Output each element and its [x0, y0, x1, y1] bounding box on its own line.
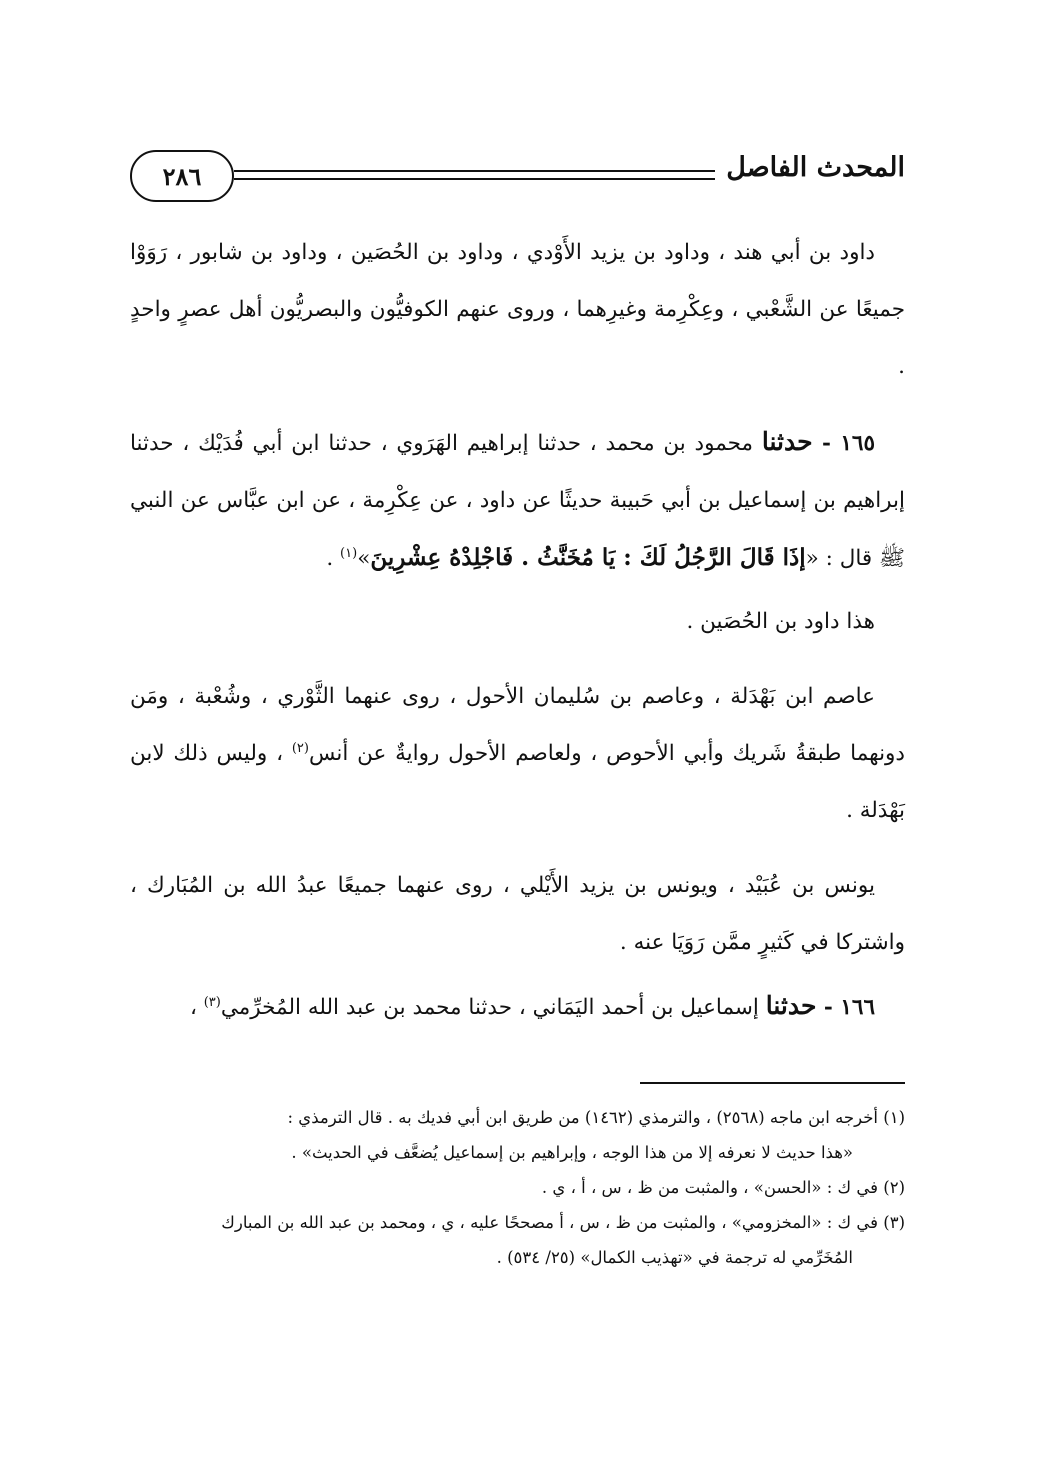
- paragraph-yunus: يونس بن عُبَيْد ، ويونس بن يزيد الأَيْلي ، روى عنهما جميعًا عبدُ الله بن المُبَارك ، واشتركا في كَثيرٍ ممَّن رَوَيَا عنه .: [130, 873, 905, 955]
- paragraph-dawud-husayn: هذا داود بن الحُصَين .: [686, 609, 875, 634]
- asim-text: عاصم ابن بَهْدَلة ، وعاصم بن سُليمان الأحول ، روى عنهما الثَّوْري ، وشُعْبة ، ومَن دونهما طبقةُ شَريك وأبي الأحوص ، ولعاصم الأحول روايةٌ عن أنس: [130, 684, 906, 766]
- footnote-ref-3: (٣): [203, 994, 221, 1010]
- page-header: [130, 150, 905, 210]
- footnote-3-line-1: (٣) في ك : «المخزومي» ، والمثبت من ظ ، س ، أ مصححًا عليه ، ي ، ومحمد بن عبد الله بن المبارك: [221, 1213, 905, 1232]
- footnote-separator: [640, 1082, 905, 1084]
- quote-close: »: [357, 546, 371, 571]
- paragraph-asim: [130, 668, 905, 839]
- main-text: [130, 224, 905, 1036]
- footnote-1: [130, 1100, 905, 1170]
- sentence-end: .: [326, 546, 341, 571]
- footnote-ref-1: (١): [340, 545, 358, 561]
- isnad-text: محمود بن محمد ، حدثنا إبراهيم الهَرَوي ، حدثنا ابن أبي فُدَيْك ، حدثنا إبراهيم بن إسماعيل بن أبي حَبيبة حديثًا عن داود ، عن عِكْرِمة ، عن ابن عبَّاس عن النبي ﷺ قال : «: [130, 431, 905, 571]
- book-title: المحدث الفاصل: [726, 152, 905, 183]
- footnote-3-line-2: المُخَرِّمي له ترجمة في «تهذيب الكمال» (٢٥/ ٥٣٤) .: [496, 1248, 853, 1267]
- footnote-1-line-1: (١) أخرجه ابن ماجه (٢٥٦٨) ، والترمذي (١٤٦٢) من طريق ابن أبي فديك به . قال الترمذي :: [287, 1108, 905, 1127]
- isnad-text: إسماعيل بن أحمد اليَمَاني ، حدثنا محمد بن عبد الله المُخرِّمي: [220, 995, 766, 1020]
- asim-text-end: ، وليس ذلك لابن بَهْدَلة .: [130, 741, 905, 823]
- hadith-matn: إذَا قَالَ الرَّجُلُ لَكَ : يَا مُخَنَّثُ . فَاجْلِدْهُ عِشْرِينَ: [370, 544, 806, 571]
- page-number-badge: [130, 150, 234, 202]
- sentence-end: ،: [189, 995, 204, 1020]
- hadith-number: ١٦٦ -: [816, 995, 875, 1020]
- footnote-ref-2: (٢): [291, 740, 309, 756]
- hadith-number: ١٦٥ -: [812, 431, 875, 456]
- footnote-1-line-2: «هذا حديث لا نعرفه إلا من هذا الوجه ، وإبراهيم بن إسماعيل يُضعَّف في الحديث» .: [291, 1143, 853, 1162]
- footnotes: [130, 1100, 905, 1275]
- header-double-rule: [234, 170, 715, 180]
- hadith-166: [130, 977, 905, 1036]
- footnote-2: (٢) في ك : «الحسن» ، والمثبت من ظ ، س ، أ ، ي .: [541, 1178, 905, 1197]
- hadith-165: [130, 413, 905, 587]
- haddathana-word: حدثنا: [761, 427, 813, 456]
- page-number: ٢٨٦: [162, 161, 202, 191]
- haddathana-word: حدثنا: [765, 991, 817, 1020]
- footnote-3: [130, 1205, 905, 1275]
- paragraph-dawud-list: داود بن أبي هند ، وداود بن يزيد الأَوْدي ، وداود بن الحُصَين ، وداود بن شابور ، رَوَوْا جميعًا عن الشَّعْبي ، وعِكْرِمة وغيرِهما ، وروى عنهم الكوفيُّون والبصريُّون أهل عصرٍ واحدٍ .: [130, 240, 905, 379]
